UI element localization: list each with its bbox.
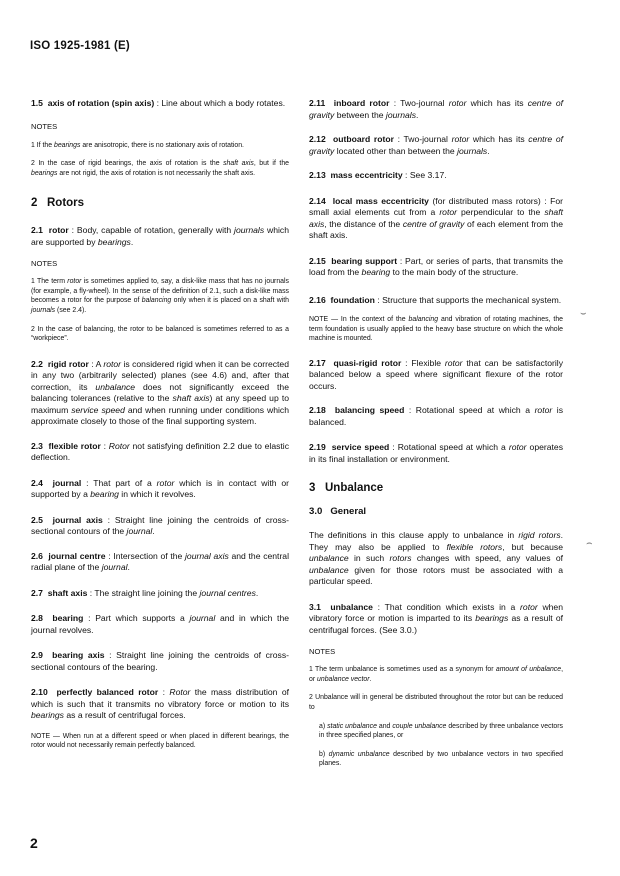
notes-heading: NOTES: [31, 259, 58, 269]
definition-2-10: 2.10 perfectly balanced rotor : Rotor the mass distribution of which is such that it transmits no vibratory force or motion to its bearings as a result of centrifugal forces.: [31, 687, 289, 721]
definition-2-9: 2.9 bearing axis : Straight line joining the centroids of cross-sectional contours of the bearing.: [31, 650, 289, 672]
section-3-heading: 3 Unbalance: [309, 482, 384, 495]
notes-heading: NOTES: [309, 647, 336, 657]
definition-2-6: 2.6 journal centre : Intersection of the journal axis and the central radial plane of the journal.: [31, 550, 289, 573]
paragraph-3-0: The definitions in this clause apply to unbalance in rigid rotors. They may also be applied to flexible rotors, but because unbalance in such rotors changes with speed, any values of unbalance given for those rotors must be associated with a particular speed.: [309, 530, 564, 587]
note-2-16: NOTE — In the context of the balancing and vibration of rotating machines, the term foundation is usually applied to the heavy base structure on which the whole machine is mounted.: [309, 316, 563, 343]
margin-scan-mark: ⌢: [586, 538, 593, 549]
page-header: ISO 1925-1981 (E): [30, 40, 130, 52]
definition-2-5: 2.5 journal axis : Straight line joining the centroids of cross-sectional contours of the journal.: [31, 514, 289, 537]
note-1-5-2: 2 In the case of rigid bearings, the axis of rotation is the shaft axis, but if the bearings are not rigid, the axis of rotation is not necessarily the shaft axis.: [31, 160, 289, 177]
definition-2-15: 2.15 bearing support : Part, or series of parts, that transmits the load from the bearing to the main body of the structure.: [309, 255, 564, 277]
definition-2-8: 2.8 bearing : Part which supports a journal and in which the journal revolves.: [31, 613, 290, 635]
definition-2-12: 2.12 outboard rotor : Two-journal rotor which has its centre of gravity located other than between the journals.: [309, 134, 563, 156]
note-3-1-2-a: a) static unbalance and couple unbalance described by three unbalance vectors in three specified planes, or: [319, 722, 563, 740]
definition-2-17: 2.17 quasi-rigid rotor : Flexible rotor that can be satisfactorily balanced below a speed where significant flexure of the rotor occurs.: [309, 357, 563, 391]
definition-2-18: 2.18 balancing speed : Rotational speed at which a rotor is balanced.: [309, 405, 563, 427]
page-number: 2: [30, 835, 38, 851]
definition-2-3: 2.3 flexible rotor : Rotor not satisfying definition 2.2 due to elastic deflection.: [31, 440, 289, 463]
definition-2-2: 2.2 rigid rotor : A rotor is considered rigid when it can be corrected in any two (arbitrarily selected) planes (see 4.6) and, after that correction, its unbalance does not significantly exceed the balancing tolerances (relative to the shaft axis) at any speed up to maximum service speed and when running under conditions which approximate closely to those of the final supporting system.: [31, 358, 289, 427]
note-2-1-2: 2 In the case of balancing, the rotor to be balanced is sometimes referred to as a “workpiece”.: [31, 325, 289, 343]
definition-2-7: 2.7 shaft axis : The straight line joining the journal centres.: [31, 587, 259, 598]
subsection-3-0-heading: 3.0 General: [309, 506, 367, 518]
definition-2-4: 2.4 journal : That part of a rotor which is in contact with or supported by a bearing in which it revolves.: [31, 477, 289, 500]
term-number: 1.5: [31, 98, 43, 108]
definition-3-1: 3.1 unbalance : That condition which exists in a rotor when vibratory force or motion is imparted to its bearings as a result of centrifugal forces. (See 3.0.): [309, 601, 563, 635]
margin-scan-mark: ⌣: [580, 308, 587, 319]
left-column: [31, 98, 289, 751]
note-3-1-2: 2 Unbalance will in general be distributed throughout the rotor but can be reduced to: [309, 694, 563, 712]
notes-heading: NOTES: [31, 121, 58, 131]
note-2-10: NOTE — When run at a different speed or when placed in different bearings, the rotor would not necessarily remain perfectly balanced.: [31, 732, 289, 750]
definition-2-14: 2.14 local mass eccentricity (for distributed mass rotors) : For small axial elements cut from a rotor perpendicular to the shaft axis, the distance of the centre of gravity of each element from the shaft axis.: [309, 195, 563, 240]
note-3-1-1: 1 The term unbalance is sometimes used as a synonym for amount of unbalance, or unbalance vector.: [309, 666, 563, 683]
definition-2-16: 2.16 foundation : Structure that supports the mechanical system.: [309, 294, 562, 305]
definition-2-13: 2.13 mass eccentricity : See 3.17.: [309, 170, 447, 180]
term-title: axis of rotation (spin axis): [47, 98, 155, 108]
definition-2-11: 2.11 inboard rotor : Two-journal rotor which has its centre of gravity between the journals.: [309, 98, 563, 120]
definition-2-19: 2.19 service speed : Rotational speed at which a rotor operates in its final installation or environment.: [309, 442, 563, 464]
definition-2-1: 2.1 rotor : Body, capable of rotation, generally with journals which are supported by bearings.: [31, 225, 289, 247]
section-2-heading: 2 Rotors: [31, 197, 85, 210]
right-column: [309, 98, 563, 769]
note-3-1-2-b: b) dynamic unbalance described by two unbalance vectors in two specified planes.: [319, 750, 563, 768]
note-2-1-1: 1 The term rotor is sometimes applied to, say, a disk-like mass that has no journals (for example, a fly-wheel). In the sense of the definition of 2.1, such a disk-like mass becomes a rotor for the purpose of balancing only when it is placed on a shaft with journals (see 2.4).: [31, 278, 289, 315]
note-1-5-1: 1 If the bearings are anisotropic, there is no stationary axis of rotation.: [31, 141, 244, 149]
definition-1-5: 1.5 axis of rotation (spin axis) : Line about which a body rotates.: [31, 98, 286, 108]
